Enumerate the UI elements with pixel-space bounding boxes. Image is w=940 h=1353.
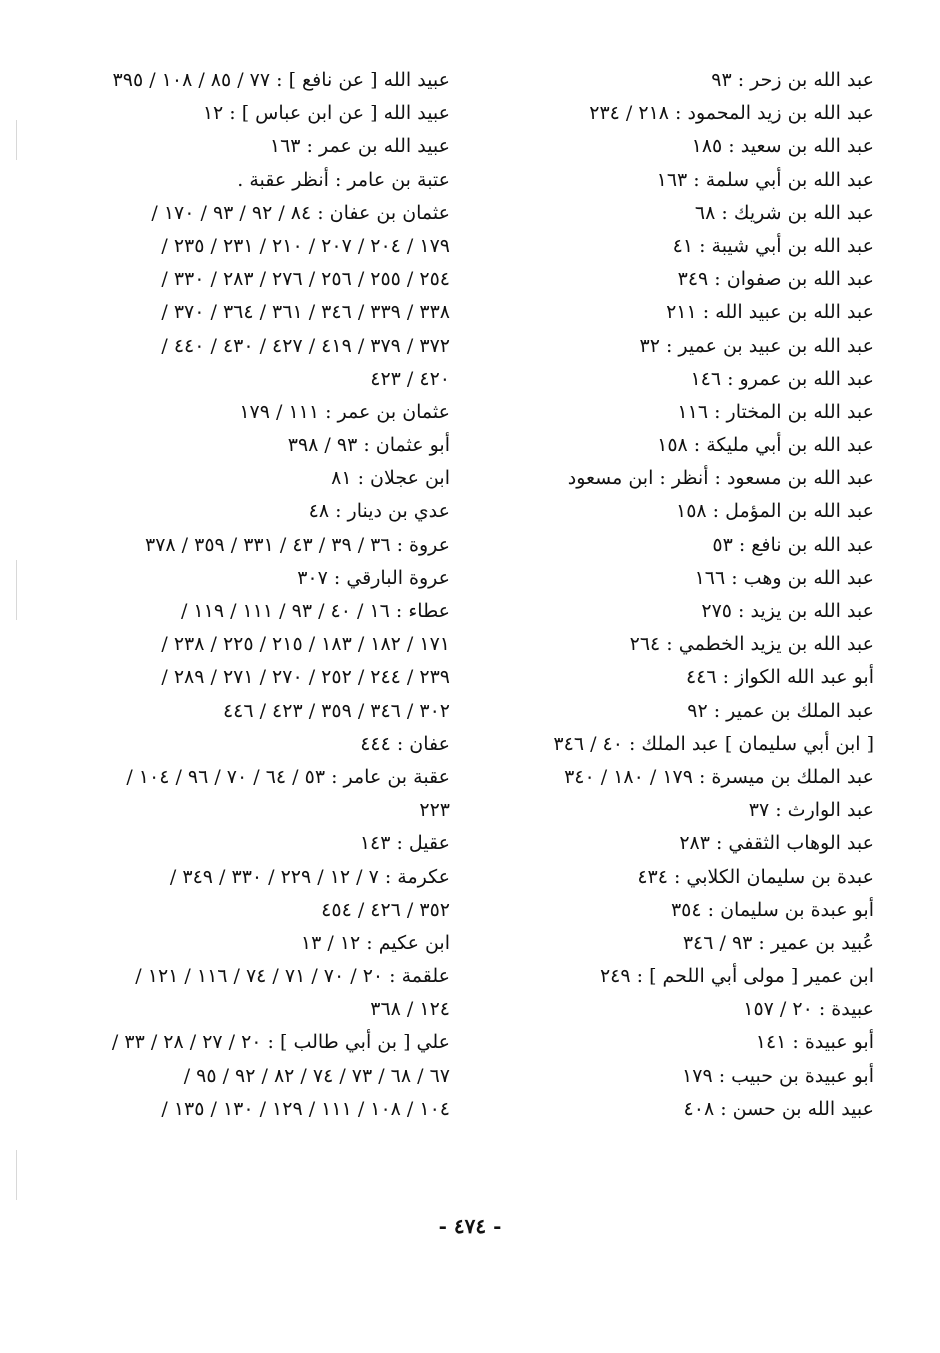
index-entry: عبيد الله [ عن ابن عباس ] : ١٢ <box>202 102 450 125</box>
index-entry: عبدة بن سليمان الكلابي : ٤٣٤ <box>637 865 874 888</box>
index-column-right <box>544 64 874 1126</box>
index-entry: عبد الله بن عبيد الله : ٢١١ <box>666 301 874 324</box>
index-entry: عبيد الله بن عمر : ١٦٣ <box>269 135 450 158</box>
index-entry: عبد الله بن وهب : ١٦٦ <box>694 566 874 589</box>
index-entry: ابن عكيم : ١٢ / ١٣ <box>300 931 450 954</box>
index-entry-continuation: ٤٢٠ / ٤٢٣ <box>370 367 450 390</box>
index-entry-continuation: ٣٥٢ / ٤٢٦ / ٤٥٤ <box>321 898 450 921</box>
index-entry: عبيدة : ٢٠ / ١٥٧ <box>743 998 874 1021</box>
index-entry-continuation: ٢٣٩ / ٢٤٤ / ٢٥٢ / ٢٧٠ / ٢٧١ / ٢٨٩ / <box>161 666 450 689</box>
index-entry-continuation: ٢٥٤ / ٢٥٥ / ٢٥٦ / ٢٧٦ / ٢٨٣ / ٣٣٠ / <box>161 268 450 291</box>
index-entry: عبد الملك بن ميسرة : ١٧٩ / ١٨٠ / ٣٤٠ <box>564 765 874 788</box>
index-entry-continuation: ١٠٤ / ١٠٨ / ١١١ / ١٢٩ / ١٣٠ / ١٣٥ / <box>161 1097 450 1120</box>
index-entry-continuation: ١٧٩ / ٢٠٤ / ٢٠٧ / ٢١٠ / ٢٣١ / ٢٣٥ / <box>161 234 450 257</box>
index-entry: عبد الله بن أبي مليكة : ١٥٨ <box>657 434 874 457</box>
index-entry: عبد الله بن صفوان : ٣٤٩ <box>677 268 874 291</box>
scan-edge-mark <box>16 1150 17 1200</box>
index-entry-continuation: ١٢٤ / ٣٦٨ <box>370 998 450 1021</box>
index-entry: عبد الله بن أبي سلمة : ١٦٣ <box>656 168 874 191</box>
index-entry: عتبة بن عامر : أنظر عقبة . <box>237 168 450 191</box>
index-entry: عبد الله بن سعيد : ١٨٥ <box>691 135 874 158</box>
index-entry: عبد الملك بن عمير : ٩٢ <box>687 699 874 722</box>
index-entry: ابن عمير [ مولى أبي اللحم ] : ٢٤٩ <box>599 965 874 988</box>
index-entry: عبد الوهاب الثقفي : ٢٨٣ <box>679 832 874 855</box>
scan-edge-mark <box>16 120 17 160</box>
index-entry: عدي بن دينار : ٤٨ <box>308 500 450 523</box>
index-entry-continuation: ٣٠٢ / ٣٤٦ / ٣٥٩ / ٤٢٣ / ٤٤٦ <box>222 699 450 722</box>
index-entry: ابن عجلان : ٨١ <box>331 467 450 490</box>
index-entry: عقيل : ١٤٣ <box>359 832 450 855</box>
index-entry: عبيد الله بن حسن : ٤٠٨ <box>683 1097 874 1120</box>
index-entry: عثمان بن عفان : ٨٤ / ٩٢ / ٩٣ / ١٧٠ / <box>151 201 450 224</box>
index-column-left <box>65 64 450 1126</box>
index-entry: عبد الله بن يزيد : ٢٧٥ <box>701 600 874 622</box>
index-entry: عبد الله بن شريك : ٦٨ <box>694 201 874 224</box>
index-entry: عكرمة : ٧ / ١٢ / ٢٢٩ / ٣٣٠ / ٣٤٩ / <box>169 865 450 888</box>
index-entry: أبو عبدة بن سليمان : ٣٥٤ <box>670 898 874 921</box>
index-entry: علقمة : ٢٠ / ٧٠ / ٧١ / ٧٤ / ١١٦ / ١٢١ / <box>135 965 450 988</box>
index-entry: عبد الله بن نافع : ٥٣ <box>712 533 874 556</box>
index-entry: عبد الله بن أبي شيبة : ٤١ <box>672 234 874 257</box>
index-entry: عروة : ٣٦ / ٣٩ / ٤٣ / ٣٣١ / ٣٥٩ / ٣٧٨ <box>145 533 450 556</box>
index-entry: عبيد الله [ عن نافع ] : ٧٧ / ٨٥ / ١٠٨ / ٣٩٥ <box>112 69 450 91</box>
index-entry: عبد الوارث : ٣٧ <box>748 799 874 822</box>
index-entry-continuation: ٦٧ / ٦٨ / ٧٣ / ٧٤ / ٨٢ / ٩٢ / ٩٥ / <box>183 1064 450 1087</box>
index-entry: عبد الله بن يزيد الخطمي : ٢٦٤ <box>629 633 874 656</box>
index-entry-continuation: ٢٢٣ <box>419 799 450 822</box>
index-entry: [ ابن أبي سليمان ] عبد الملك : ٤٠ / ٣٤٦ <box>553 732 874 755</box>
index-entry: عبد الله بن المختار : ١١٦ <box>677 400 874 423</box>
index-entry: عبد الله بن زيد المحمود : ٢١٨ / ٢٣٤ <box>589 102 874 125</box>
index-entry: عفان : ٤٤٤ <box>360 732 450 755</box>
index-entry-continuation: ٣٣٨ / ٣٣٩ / ٣٤٦ / ٣٦١ / ٣٦٤ / ٣٧٠ / <box>161 301 450 324</box>
page-number: - ٤٧٤ - <box>438 1214 502 1238</box>
index-entry: عبد الله بن عبيد بن عمير : ٣٢ <box>639 334 874 357</box>
index-entry: عقبة بن عامر : ٥٣ / ٦٤ / ٧٠ / ٩٦ / ١٠٤ / <box>126 765 450 788</box>
index-entry: عبد الله بن مسعود : أنظر : ابن مسعود <box>567 467 874 490</box>
index-entry: عروة البارقي : ٣٠٧ <box>297 566 450 589</box>
index-entry: عبد الله بن زحر : ٩٣ <box>711 69 874 91</box>
index-entry-continuation: ١٧١ / ١٨٢ / ١٨٣ / ٢١٥ / ٢٢٥ / ٢٣٨ / <box>161 633 450 656</box>
index-entry: عطاء : ١٦ / ٤٠ / ٩٣ / ١١١ / ١١٩ / <box>180 600 450 622</box>
index-entry: أبو عبد الله الكواز : ٤٤٦ <box>685 666 874 689</box>
index-entry: عبد الله بن المؤمل : ١٥٨ <box>676 500 874 523</box>
index-entry: عثمان بن عمر : ١١١ / ١٧٩ <box>239 400 450 423</box>
index-entry: أبو عثمان : ٩٣ / ٣٩٨ <box>287 434 450 457</box>
scan-edge-mark <box>16 560 17 620</box>
index-entry: عبد الله بن عمرو : ١٤٦ <box>690 367 874 390</box>
index-entry-continuation: ٣٧٢ / ٣٧٩ / ٤١٩ / ٤٢٧ / ٤٣٠ / ٤٤٠ / <box>161 334 450 357</box>
index-entry: أبو عبيدة بن حبيب : ١٧٩ <box>682 1064 874 1087</box>
index-entry: أبو عبيدة : ١٤١ <box>755 1031 874 1054</box>
index-entry: عُبيد بن عمير : ٩٣ / ٣٤٦ <box>682 931 874 954</box>
index-entry: علي [ بن أبي طالب ] : ٢٠ / ٢٧ / ٢٨ / ٣٣ / <box>111 1031 450 1054</box>
